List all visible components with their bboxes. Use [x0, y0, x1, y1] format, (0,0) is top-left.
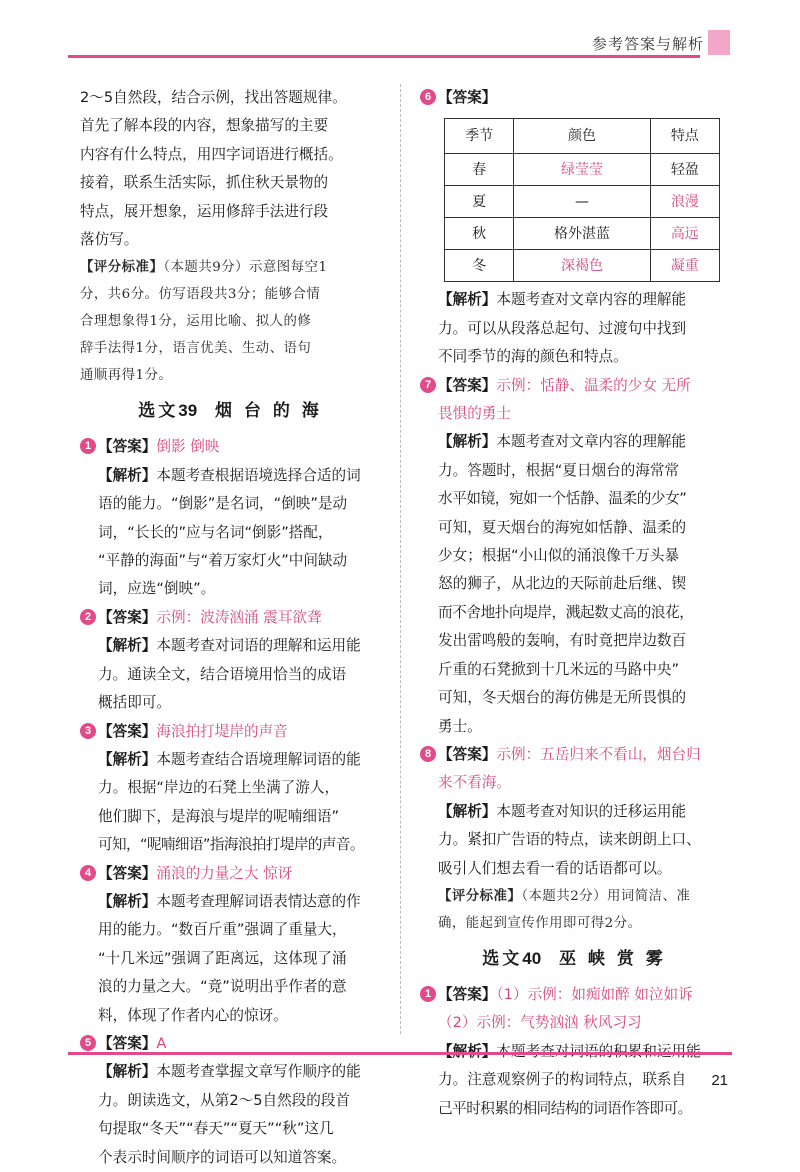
question-number-badge: 1	[420, 986, 436, 1002]
question-4: 4 【答案】涌浪的力量之大 惊讶 【解析】本题考查理解词语表情达意的作 用的能力。“数百斤重”强调了重量大， “十几米远”强调了距离远，这体现了涌 浪的力量之大。“竟”说明出乎作者的意 料，体现了作者内心的惊讶。	[80, 860, 380, 1030]
left-column	[80, 84, 380, 1172]
question-number-badge: 3	[80, 723, 96, 739]
answer-text: （2）示例：气势汹汹 秋风习习	[438, 1014, 642, 1032]
intro-line: 接着，联系生活实际，抓住秋天景物的	[80, 174, 329, 192]
page-number: 21	[711, 1072, 728, 1089]
question-2: 2 【答案】示例：波涛汹涌 震耳欲聋 【解析】本题考查对词语的理解和运用能 力。通读全文，结合语境用恰当的成语 概括即可。	[80, 604, 380, 718]
table-header-row	[445, 119, 720, 154]
answer-text: 畏惧的勇士	[438, 405, 511, 423]
intro-line: 2～5自然段，结合示例，找出答题规律。	[80, 89, 347, 106]
section-title-39: 选文39 烟 台 的 海	[138, 401, 322, 422]
answer-text: 海浪拍打堤岸的声音	[156, 722, 288, 740]
answer-text: 涌浪的力量之大 惊讶	[156, 864, 293, 882]
table-row	[445, 218, 720, 250]
question-number-badge: 5	[80, 1035, 96, 1051]
question-5: 5 【答案】A 【解析】本题考查掌握文章写作顺序的能 力。朗读选文，从第2～5自然段的段首 句提取“冬天”“春天”“夏天”“秋”这几 个表示时间顺序的词语可以知道答案。	[80, 1030, 380, 1172]
table-header-cell: 季节	[445, 119, 514, 154]
answer-text: A	[156, 1034, 167, 1052]
question-number-badge: 4	[80, 865, 96, 881]
question-number-badge: 1	[80, 438, 96, 454]
question-number-badge: 2	[80, 609, 96, 625]
question-3: 3 【答案】海浪拍打堤岸的声音 【解析】本题考查结合语境理解词语的能 力。根据“岸边的石凳上坐满了游人， 他们脚下，是海浪与堤岸的呢喃细语” 可知，“呢喃细语”指海浪拍打堤岸的声音。	[80, 718, 380, 860]
table-cell: —	[514, 186, 650, 218]
scoring-standard: 【评分标准】（本题共9分）示意图每空1 分，共6分。仿写语段共3分；能够合情 合理想象得1分，运用比喻、拟人的修 辞手法得1分，语言优美、生动、语句 通顺再得1分。	[80, 260, 328, 384]
column-divider	[400, 84, 401, 1034]
table-cell: 格外湛蓝	[514, 218, 650, 250]
table-row	[445, 250, 720, 282]
answer-text: 示例：五岳归来不看山，烟台归	[496, 745, 701, 763]
table-header-cell: 颜色	[514, 119, 650, 154]
header-rule	[68, 55, 700, 58]
table-cell: 秋	[445, 218, 514, 250]
table-row	[445, 154, 720, 186]
right-column	[420, 84, 728, 1123]
answer-text: 示例：波涛汹涌 震耳欲聋	[156, 608, 322, 626]
question-number-badge: 6	[420, 89, 436, 105]
table-cell: 冬	[445, 250, 514, 282]
table-cell: 绿莹莹	[514, 154, 650, 186]
intro-line: 落仿写。	[80, 231, 139, 249]
question-1: 1 【答案】倒影 倒映 【解析】本题考查根据语境选择合适的词 语的能力。“倒影”是名词，“倒映”是动 词，“长长的”应与名词“倒影”搭配， “平静的海面”与“着万家灯火”中间缺动 词，应选“倒映”。	[80, 433, 380, 603]
season-table	[444, 118, 720, 282]
answer-text: 倒影 倒映	[156, 438, 220, 456]
table-cell: 凝重	[650, 250, 719, 282]
question-8: 8 【答案】示例：五岳归来不看山，烟台归 来不看海。 【解析】本题考查对知识的迁移运用能 力。紧扣广告语的特点，读来朗朗上口、 吸引人们想去看一看的话语都可以。 【评分标准】（本题共2分）用词简洁、准 确，能起到宣传作用即可得2分。	[420, 741, 728, 937]
question-number-badge: 8	[420, 746, 436, 762]
scoring-standard: 【评分标准】（本题共2分）用词简洁、准 确，能起到宣传作用即可得2分。	[438, 888, 691, 931]
scoring-label: 【评分标准】	[80, 260, 164, 276]
table-header-cell: 特点	[650, 119, 719, 154]
table-cell: 浪漫	[650, 186, 719, 218]
intro-line: 特点，展开想象，运用修辞手法进行段	[80, 202, 329, 220]
header-title: 参考答案与解析	[591, 35, 704, 53]
section-title-40: 选文40 巫 峡 赏 雾	[482, 948, 666, 969]
table-cell: 轻盈	[650, 154, 719, 186]
intro-line: 内容有什么特点，用四字词语进行概括。	[80, 145, 343, 163]
table-cell: 夏	[445, 186, 514, 218]
question-6: 6 【答案】 季节 颜色 特点 春 绿莹莹 轻盈 夏 — 浪漫 秋 格外湛蓝 高远 冬 深褐色 凝重 【解析】本题考查对文章内容的理解能 力。可以从段落总起句、过渡句中找到 不同季节的海的颜色和特点。	[420, 84, 728, 372]
answer-text: 来不看海。	[438, 774, 511, 792]
header-tab	[708, 30, 730, 55]
answer-text: 示例：恬静、温柔的少女 无所	[496, 376, 691, 394]
table-cell: 深褐色	[514, 250, 650, 282]
table-row	[445, 186, 720, 218]
answer-text: （1）示例：如痴如醉 如泣如诉	[496, 985, 693, 1003]
table-cell: 春	[445, 154, 514, 186]
question-1-section-40: 1 【答案】（1）示例：如痴如醉 如泣如诉 （2）示例：气势汹汹 秋风习习 力。注意观察例子的构词特点，联系自 己平时积累的相同结构的词语作答即可。	[420, 981, 728, 1123]
question-number-badge: 7	[420, 377, 436, 393]
intro-line: 首先了解本段的内容，想象描写的主要	[80, 117, 329, 135]
question-7: 7 【答案】示例：恬静、温柔的少女 无所 畏惧的勇士 【解析】本题考查对文章内容的理解能 力。答题时，根据“夏日烟台的海常常 水平如镜，宛如一个恬静、温柔的少女” 可知，夏天烟台的海宛如恬静、温柔的 少女；根据“小山似的涌浪像千万头暴 怒的狮子，从北边的天际前赴后继、锲 而不舍地扑向堤岸，溅起数丈高的浪花， 发出雷鸣般的轰响，有时竟把岸边数百 斤重的石凳掀到十几米远的马路中央” 可知，冬天烟台的海仿佛是无所畏惧的 勇士。	[420, 372, 728, 741]
footer-rule	[68, 1052, 732, 1055]
table-cell: 高远	[650, 218, 719, 250]
